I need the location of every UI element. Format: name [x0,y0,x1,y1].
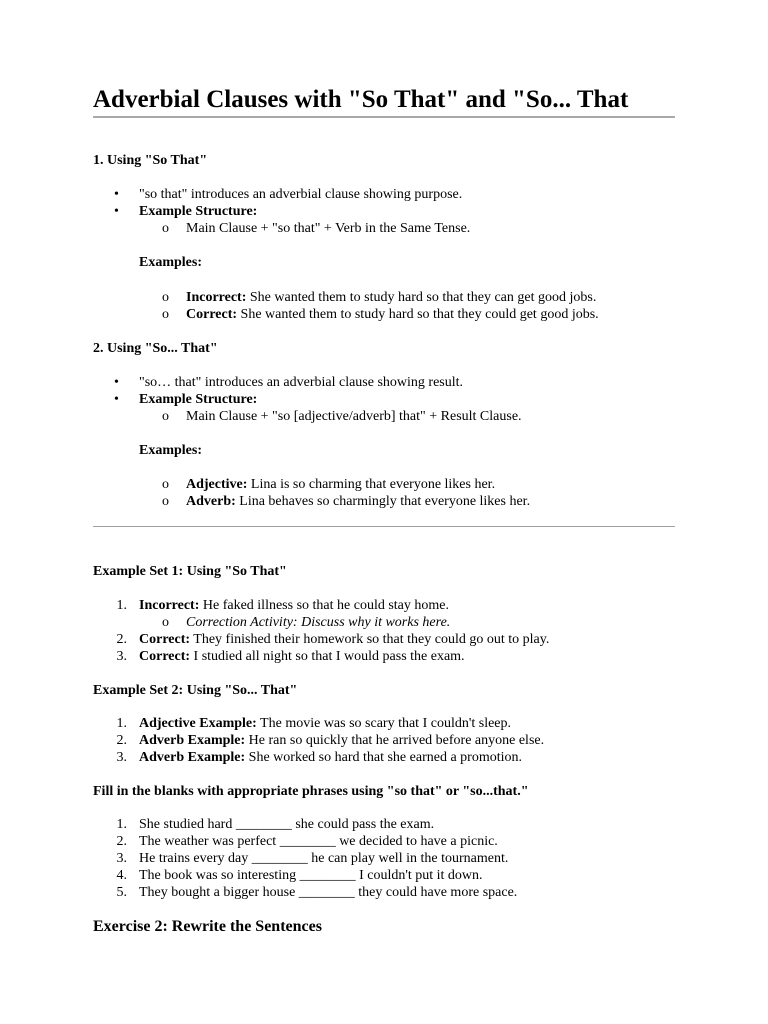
set2-heading: Example Set 2: Using "So... That" [93,683,298,698]
fill-heading: Fill in the blanks with appropriate phrases using "so that" or "so...that." [93,784,529,799]
bullet-disc: • [114,375,119,390]
section2-heading: 2. Using "So... That" [93,341,218,356]
bullet-disc: • [114,187,119,202]
exercise2-heading: Exercise 2: Rewrite the Sentences [93,918,322,935]
fill-item2: The weather was perfect ________ we decided to have a picnic. [139,834,498,849]
section1-bullet1: "so that" introduces an adverbial clause showing purpose. [139,187,463,202]
list-number: 5. [116,885,127,900]
set2-item1: Adjective Example: The movie was so scary that I couldn't sleep. [139,716,512,731]
fill-item5: They bought a bigger house ________ they could have more space. [139,885,518,900]
section2-structure: Main Clause + "so [adjective/adverb] that" + Result Clause. [186,409,522,424]
list-number: 2. [116,632,127,647]
section2-examples-label: Examples: [139,443,202,458]
section1-heading: 1. Using "So That" [93,153,208,168]
section2-example2: Adverb: Lina behaves so charmingly that everyone likes her. [186,494,531,509]
title-divider [93,116,675,118]
set1-heading: Example Set 1: Using "So That" [93,564,287,579]
section-divider [93,526,675,527]
list-number: 1. [116,598,127,613]
bullet-circle: o [162,409,169,424]
list-number: 1. [116,716,127,731]
section2-bullet1: "so… that" introduces an adverbial clause showing result. [139,375,464,390]
list-number: 4. [116,868,127,883]
bullet-circle: o [162,290,169,305]
section2-bullet2: Example Structure: [139,392,258,407]
list-number: 3. [116,851,127,866]
bullet-circle: o [162,494,169,509]
section2-example1: Adjective: Lina is so charming that everyone likes her. [186,477,496,492]
bullet-disc: • [114,204,119,219]
page-title: Adverbial Clauses with "So That" and "So... That [93,86,629,113]
list-number: 1. [116,817,127,832]
section1-bullet2: Example Structure: [139,204,258,219]
list-number: 3. [116,750,127,765]
set2-item3: Adverb Example: She worked so hard that she earned a promotion. [139,750,522,765]
set2-item2: Adverb Example: He ran so quickly that he arrived before anyone else. [139,733,545,748]
list-number: 2. [116,733,127,748]
list-number: 3. [116,649,127,664]
section1-structure: Main Clause + "so that" + Verb in the Same Tense. [186,221,471,236]
set1-item3: Correct: I studied all night so that I would pass the exam. [139,649,465,664]
bullet-circle: o [162,477,169,492]
bullet-circle: o [162,221,169,236]
fill-item3: He trains every day ________ he can play well in the tournament. [139,851,509,866]
bullet-circle: o [162,615,169,630]
set1-item1: Incorrect: He faked illness so that he could stay home. [139,598,449,613]
set1-item2: Correct: They finished their homework so that they could go out to play. [139,632,550,647]
list-number: 2. [116,834,127,849]
set1-sub: Correction Activity: Discuss why it works here. [186,615,451,630]
section1-examples-label: Examples: [139,255,202,270]
bullet-circle: o [162,307,169,322]
bullet-disc: • [114,392,119,407]
section1-example2: Correct: She wanted them to study hard so that they could get good jobs. [186,307,599,322]
fill-item1: She studied hard ________ she could pass the exam. [139,817,435,832]
section1-example1: Incorrect: She wanted them to study hard so that they can get good jobs. [186,290,597,305]
fill-item4: The book was so interesting ________ I couldn't put it down. [139,868,483,883]
